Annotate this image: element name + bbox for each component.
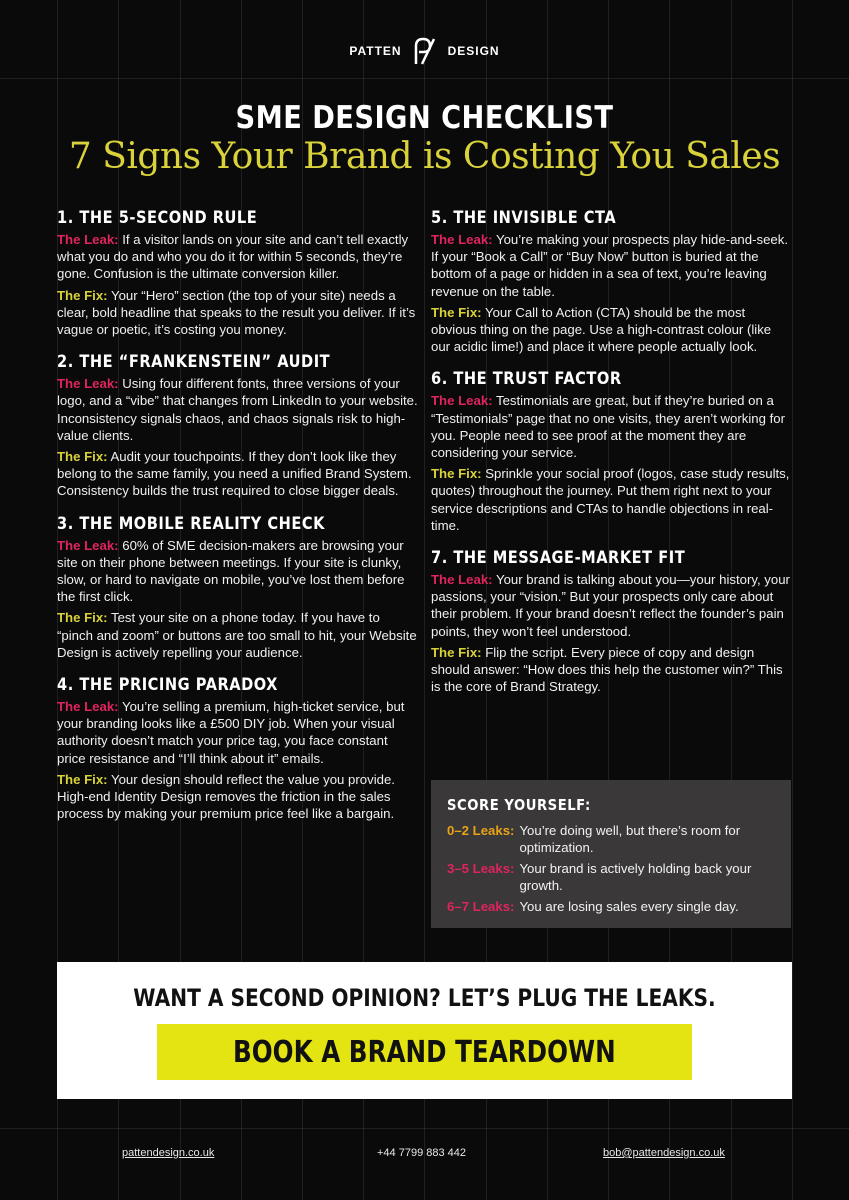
leak-label: The Leak: — [57, 232, 119, 247]
checklist-section — [431, 208, 793, 355]
fix-label: The Fix: — [57, 287, 108, 303]
fix-text: The Fix: Test your site on a phone today. If you have to “pinch and zoom” or buttons are too small to hit, your Website Design is actively repelling your audience. — [57, 610, 417, 660]
leak-text: The Leak: You’re making your prospects play hide-and-seek. If your “Book a Call” or “Buy Now” button is buried at the bottom of a page or hidden in a sea of text, you’re leaving revenue on the table. — [431, 232, 788, 299]
fix-label: The Fix: — [57, 771, 108, 787]
section-heading: 2. THE “FRANKENSTEIN” AUDIT — [57, 352, 331, 373]
brand-name-right: DESIGN — [447, 44, 500, 58]
score-range: 0–2 Leaks: — [447, 823, 515, 838]
section-heading: 5. THE INVISIBLE CTA — [431, 208, 617, 228]
right-column — [431, 208, 793, 709]
page-title: SME DESIGN CHECKLIST — [235, 100, 614, 136]
section-heading: 1. THE 5-SECOND RULE — [57, 208, 258, 228]
section-heading: 6. THE TRUST FACTOR — [431, 369, 622, 390]
grid-line — [0, 78, 849, 79]
score-text: Your brand is actively holding back your growth. — [519, 861, 752, 893]
fix-text: The Fix: Flip the script. Every piece of copy and design should answer: “How does this help the customer win?” This is the core of Brand Strategy. — [431, 644, 783, 695]
fix-text: The Fix: Your Call to Action (CTA) should be the most obvious thing on the page. Use a high-contrast colour (like our acidic lime!) and place it where people actually look. — [431, 304, 772, 355]
checklist-section — [431, 369, 793, 534]
page-subtitle: 7 Signs Your Brand is Costing You Sales — [68, 136, 781, 177]
checklist-section — [57, 675, 419, 822]
score-yourself-box — [431, 780, 791, 928]
cta-button-label: BOOK A BRAND TEARDOWN — [233, 1034, 616, 1070]
cta-panel — [57, 962, 792, 1099]
leak-label: The Leak: — [431, 572, 493, 588]
checklist-section — [57, 352, 419, 499]
score-range: 3–5 Leaks: — [447, 861, 515, 876]
leak-text: The Leak: 60% of SME decision-makers are browsing your site on their phone between meetings. If your site is clunky, slow, or hard to navigate on mobile, you’ve lost them before the first click. — [57, 537, 405, 605]
leak-label: The Leak: — [57, 537, 119, 553]
fix-label: The Fix: — [57, 449, 108, 465]
footer-phone: +44 7799 883 442 — [377, 1147, 467, 1159]
brand-name-left: PATTEN — [349, 44, 402, 58]
fix-label: The Fix: — [431, 304, 482, 320]
leak-text: The Leak: Using four different fonts, three versions of your logo, and a “vibe” that changes from LinkedIn to your website. Inconsistency signals chaos, and chaos signals risk to high-value clients. — [57, 376, 418, 443]
fix-label: The Fix: — [431, 644, 482, 660]
leak-text: The Leak: If a visitor lands on your site and can’t tell exactly what you do and who you do it for within 5 seconds, they’re gone. Confusion is the ultimate conversion killer. — [57, 232, 409, 282]
section-heading: 4. THE PRICING PARADOX — [57, 675, 278, 696]
section-heading: 7. THE MESSAGE-MARKET FIT — [431, 548, 686, 569]
leak-label: The Leak: — [431, 393, 493, 409]
score-row — [447, 860, 775, 894]
section-heading: 3. THE MOBILE REALITY CHECK — [57, 513, 325, 534]
fix-label: The Fix: — [57, 610, 108, 626]
cta-heading: WANT A SECOND OPINION? LET’S PLUG THE LEAKS. — [133, 984, 716, 1012]
score-range: 6–7 Leaks: — [447, 899, 515, 914]
grid-line — [0, 1128, 849, 1129]
leak-label: The Leak: — [57, 699, 119, 715]
score-text: You are losing sales every single day. — [519, 899, 739, 914]
fix-text: The Fix: Sprinkle your social proof (logos, case study results, quotes) throughout the journey. Put them right next to your service descriptions and CTAs to handle objections in real-time. — [431, 466, 790, 533]
fix-text: The Fix: Your “Hero” section (the top of your site) needs a clear, bold headline that speaks to the result you deliver. If it’s vague or poetic, it’s costing you money. — [57, 287, 416, 338]
leak-text: The Leak: Testimonials are great, but if they’re buried on a “Testimonials” page that no one visits, they aren’t working for you. People need to see proof at the moment they are considering your service. — [431, 393, 786, 461]
logo-mark-icon — [408, 36, 442, 66]
left-column — [57, 208, 419, 836]
leak-text: The Leak: Your brand is talking about you—your history, your passions, your “vision.” But your prospects only care about their problem. If your brand doesn’t reflect the founder’s pain points, they won’t feel understood. — [431, 572, 790, 639]
website-link[interactable]: pattendesign.co.uk — [122, 1147, 215, 1159]
checklist-section — [431, 548, 793, 695]
book-brand-teardown-button[interactable] — [157, 1024, 692, 1080]
checklist-section — [57, 208, 419, 338]
leak-label: The Leak: — [431, 232, 493, 247]
score-title: SCORE YOURSELF: — [447, 796, 591, 814]
score-row — [447, 822, 775, 856]
fix-text: The Fix: Audit your touchpoints. If they don’t look like they belong to the same family, you need a unified Brand System. Consistency builds the trust required to close bigger deals. — [57, 449, 412, 499]
fix-text: The Fix: Your design should reflect the value you provide. High-end Identity Design removes the friction in the sales process by making your premium price feel like a bargain. — [57, 771, 395, 822]
leak-label: The Leak: — [57, 376, 119, 392]
leak-text: The Leak: You’re selling a premium, high-ticket service, but your branding looks like a £500 DIY job. When your visual authority doesn’t match your price tag, you face constant price resistance and “I’ll think about it” emails. — [57, 699, 405, 766]
fix-label: The Fix: — [431, 466, 482, 482]
score-row — [447, 898, 775, 915]
footer-website — [122, 1147, 214, 1159]
footer-email — [603, 1147, 725, 1159]
brand-logo — [0, 36, 849, 66]
score-text: You’re doing well, but there’s room for optimization. — [519, 823, 741, 855]
email-link[interactable]: bob@pattendesign.co.uk — [603, 1147, 725, 1159]
checklist-section — [57, 514, 419, 661]
